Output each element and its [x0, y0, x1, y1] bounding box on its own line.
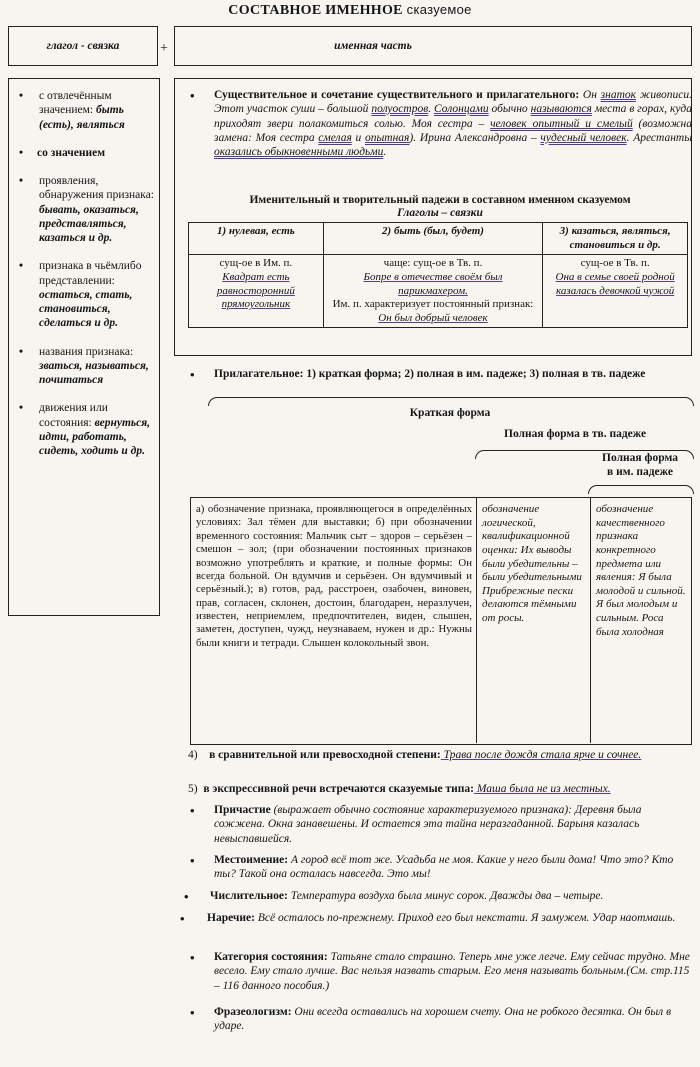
plus-sign: +: [160, 41, 168, 56]
state-category-section: Категория состояния: Татьяне стало страшно. Теперь мне уже легче. Ему сейчас трудно. Мне весело. Ему стало лучше. Вас нельзя назвать старым. Его меня называть больным.(См. стр.115 – 116 данного пособия.): [214, 951, 690, 992]
item-5: 5) в экспрессивной речи встречаются сказуемые типа: Маша была не из местных.: [188, 783, 611, 795]
bullet: •: [190, 367, 195, 382]
participle-section: Причастие (выражает обычно состояние характеризуемого признака): Деревня была сожжена. Окна занавешены. И остается эта тайна неразгаданной. Барыня казалась невыспавшейся.: [214, 804, 642, 845]
cases-col1-cell: сущ-ое в Им. п. Квадрат есть равносторонний прямоугольник: [189, 255, 324, 328]
short-form-label: Краткая форма: [409, 407, 491, 419]
short-form-cell: а) обозначение признака, проявляющегося в определённых условиях: Зал тёмен для выставки; б) при обозначении временного состояния: Мальчик сыт – здоров – серьёзен – смешон – зол; (при обозначении постоянных признаков возможно употреблять и краткие, и полные формы: Он всегда больной. Он вдумчив и серьёзен. Он вдумчивый и серьёзный.); в) готов, рад, расстроен, озабочен, виновен, прав, согласен, склонен, достоин, благодарен, неразлучен, известен, неприемлем, предпочтителен, виден, слышен, заметен, доступен, чужд, неузнаваем, нужен и др.: Нужны были книги и тетради. Слышен колокольный звон.: [196, 503, 472, 649]
bullet: •: [190, 853, 195, 868]
numeral-section: Числительное: Температура воздуха была минус сорок. Дважды два – четыре.: [210, 890, 604, 902]
nominal-header-box: именная часть: [174, 26, 692, 66]
pronoun-section: Местоимение: А город всё тот же. Усадьба не моя. Какие у него были дома! Что это? Кто ты? Такой она осталась навсегда. Это мы!: [214, 854, 674, 881]
cases-col3-cell: сущ-ое в Тв. п. Она в семье своей родной казалась девочкой чужой: [543, 255, 688, 328]
copula-types-box: [8, 78, 160, 616]
copula-header-box: глагол - связка: [8, 26, 158, 66]
full-im-cell: обозначение качественного признака конкретного предмета или явления: Я была молодой и сильной. Я был молодым и сильным. Роса была холодная: [596, 503, 686, 638]
bullet: •: [190, 803, 195, 818]
bullet: •: [180, 911, 185, 926]
bullet: •: [184, 889, 189, 904]
phraseologism-section: Фразеологизм: Они всегда оставались на хорошем счету. Она не робкого десятка. Он был в ударе.: [214, 1006, 672, 1033]
cases-table: [188, 222, 688, 328]
cases-heading: Именительный и творительный падежи в составном именном сказуемом Глаголы – связки: [249, 194, 631, 220]
copula-naming: • названия признака: зваться, называться, почитаться: [9, 345, 159, 388]
bullet: •: [190, 950, 195, 965]
copula-manifestation: • проявления, обнаружения признака: бывать, оказаться, представляться, казаться и др.: [9, 174, 159, 245]
brace-full-im: [588, 485, 694, 494]
divider: [476, 497, 477, 743]
adverb-section: Наречие: Всё осталось по-прежнему. Приход его был некстати. Я замужем. Удар наотмашь.: [207, 912, 676, 924]
full-tv-cell: обозначение логической, квалификационной оценки: Их выводы были убедительны – были убедительными Прибрежные пески делаются тёмными от росы.: [482, 503, 582, 624]
cases-col3-head: 3) казаться, являться, становиться и др.: [543, 223, 688, 255]
item-4: 4) в сравнительной или превосходной степени: Трава после дождя стала ярче и сочнее.: [188, 749, 642, 761]
full-im-label: Полная форма в им. падеже: [602, 452, 678, 479]
cases-col2-head: 2) быть (был, будет): [323, 223, 543, 255]
cases-col2-cell: чаще: сущ-ое в Тв. п. Бопре в отечестве своём был парикмахером. Им. п. характеризует постоянный признак: Он был добрый человек: [323, 255, 543, 328]
copula-abstract: • с отвлечённым значением: быть (есть), являться: [9, 89, 159, 132]
copula-perception: • признака в чьёмлибо представлении: остаться, стать, становиться, сделаться и др.: [9, 259, 159, 330]
noun-section: Существительное и сочетание существительного и прилагательного: Он знаток живописи. Этот участок суши – большой полуостров. Солонцами обычно называются места в горах, куда приходят звери полакомиться солью. Моя сестра – человек опытный и смелый (возможна замена: Моя сестра смелая и опытная). Ирина Александровна – чудесный человек. Арестанты оказались обыкновенными людьми.: [214, 89, 693, 158]
brace-short: [208, 397, 694, 406]
cases-col1-head: 1) нулевая, есть: [189, 223, 324, 255]
divider: [590, 497, 591, 743]
copula-motion: • движения или состояния: вернуться, идти, работать, сидеть, ходить и др.: [9, 401, 159, 458]
adjective-heading: Прилагательное: 1) краткая форма; 2) полная в им. падеже; 3) полная в тв. падеже: [214, 368, 646, 380]
bullet: •: [190, 88, 195, 103]
page-title: СОСТАВНОЕ ИМЕННОЕ сказуемое: [228, 2, 472, 18]
copula-sub-heading: • со значением: [9, 146, 159, 160]
bullet: •: [190, 1005, 195, 1020]
full-tv-label: Полная форма в тв. падеже: [504, 428, 647, 440]
